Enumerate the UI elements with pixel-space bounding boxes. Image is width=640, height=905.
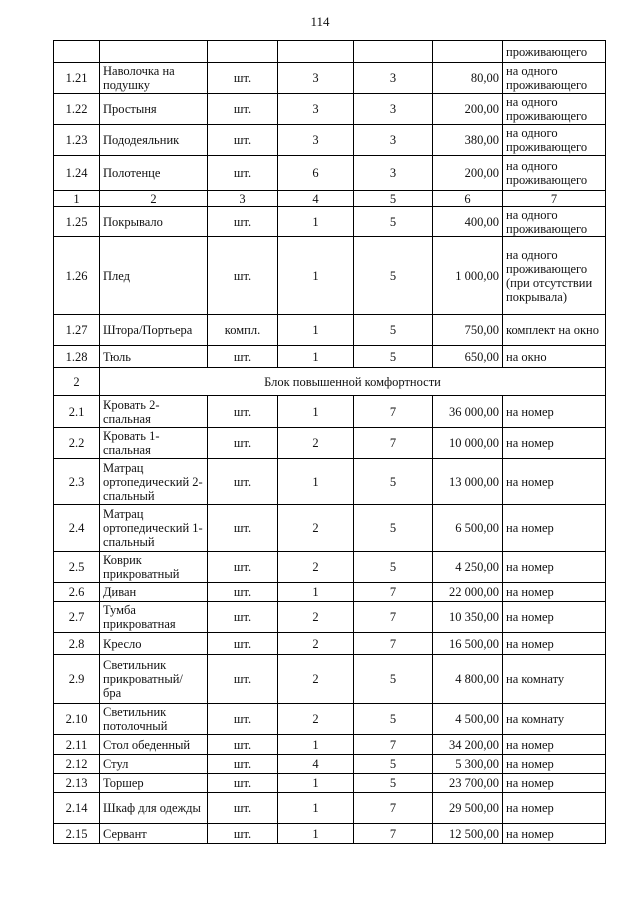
table-row — [54, 94, 606, 125]
item-name: Пододеяльник — [100, 125, 208, 156]
note: на одного проживающего — [503, 63, 606, 94]
quantity: 2 — [278, 505, 354, 552]
price: 1 000,00 — [433, 237, 503, 315]
table-row — [54, 156, 606, 191]
row-number: 2.14 — [54, 793, 100, 824]
row-number: 1.24 — [54, 156, 100, 191]
service-term: 5 — [354, 459, 433, 505]
service-term: 5 — [354, 704, 433, 735]
item-name: Кровать 1-спальная — [100, 428, 208, 459]
unit: шт. — [208, 505, 278, 552]
price: 400,00 — [433, 207, 503, 237]
unit: шт. — [208, 459, 278, 505]
price: 10 000,00 — [433, 428, 503, 459]
table-row — [54, 428, 606, 459]
row-number: 1.23 — [54, 125, 100, 156]
unit: шт. — [208, 346, 278, 368]
price: 23 700,00 — [433, 774, 503, 793]
item-name: Светильник потолочный — [100, 704, 208, 735]
table-row — [54, 396, 606, 428]
price: 4 500,00 — [433, 704, 503, 735]
quantity: 1 — [278, 207, 354, 237]
item-name: Штора/Портьера — [100, 315, 208, 346]
table-row — [54, 315, 606, 346]
service-term: 5 — [354, 774, 433, 793]
item-name: Торшер — [100, 774, 208, 793]
row-number: 1.22 — [54, 94, 100, 125]
price: 80,00 — [433, 63, 503, 94]
service-term: 3 — [354, 63, 433, 94]
price: 6 500,00 — [433, 505, 503, 552]
unit: шт. — [208, 602, 278, 633]
unit: шт. — [208, 655, 278, 704]
row-number: 1.25 — [54, 207, 100, 237]
table-row — [54, 755, 606, 774]
item-name: Плед — [100, 237, 208, 315]
quantity: 3 — [278, 63, 354, 94]
table-row — [54, 459, 606, 505]
item-name: Светильник прикроватный/ бра — [100, 655, 208, 704]
quantity: 1 — [278, 774, 354, 793]
quantity: 3 — [278, 125, 354, 156]
unit: шт. — [208, 552, 278, 583]
unit: компл. — [208, 315, 278, 346]
table-row — [54, 774, 606, 793]
service-term: 7 — [354, 583, 433, 602]
table-row — [54, 125, 606, 156]
note: на номер — [503, 396, 606, 428]
service-term: 3 — [354, 125, 433, 156]
quantity: 1 — [278, 824, 354, 844]
note: на номер — [503, 755, 606, 774]
item-name: Кровать 2-спальная — [100, 396, 208, 428]
table-row — [54, 655, 606, 704]
quantity: 2 — [278, 655, 354, 704]
note: на номер — [503, 793, 606, 824]
quantity: 1 — [278, 346, 354, 368]
service-term: 5 — [354, 346, 433, 368]
table-row — [54, 346, 606, 368]
quantity: 4 — [278, 755, 354, 774]
quantity: 1 — [278, 237, 354, 315]
service-term: 7 — [354, 602, 433, 633]
item-name: Шкаф для одежды — [100, 793, 208, 824]
unit: шт. — [208, 793, 278, 824]
price: 34 200,00 — [433, 735, 503, 755]
quantity: 2 — [278, 602, 354, 633]
note: на номер — [503, 735, 606, 755]
quantity: 1 — [278, 459, 354, 505]
unit: шт. — [208, 237, 278, 315]
quantity — [278, 41, 354, 63]
price: 16 500,00 — [433, 633, 503, 655]
quantity: 2 — [278, 552, 354, 583]
price: 380,00 — [433, 125, 503, 156]
unit: шт. — [208, 428, 278, 459]
table-row — [54, 735, 606, 755]
row-number: 2.7 — [54, 602, 100, 633]
unit: шт. — [208, 207, 278, 237]
quantity: 2 — [278, 704, 354, 735]
unit: шт. — [208, 156, 278, 191]
table-row — [54, 41, 606, 63]
row-number: 2.15 — [54, 824, 100, 844]
item-name: Сервант — [100, 824, 208, 844]
note: на номер — [503, 428, 606, 459]
row-number: 2.8 — [54, 633, 100, 655]
unit: шт. — [208, 735, 278, 755]
unit: шт. — [208, 755, 278, 774]
item-name: Тюль — [100, 346, 208, 368]
table-row — [54, 824, 606, 844]
price: 29 500,00 — [433, 793, 503, 824]
price — [433, 41, 503, 63]
row-number: 2.4 — [54, 505, 100, 552]
section-title: Блок повышенной комфортности — [100, 368, 606, 396]
note: на номер — [503, 459, 606, 505]
item-name: Тумба прикроватная — [100, 602, 208, 633]
item-name — [100, 41, 208, 63]
price: 10 350,00 — [433, 602, 503, 633]
note: на номер — [503, 583, 606, 602]
item-name: Стул — [100, 755, 208, 774]
item-name: Матрац ортопедический 2-спальный — [100, 459, 208, 505]
unit — [208, 41, 278, 63]
quantity: 1 — [278, 583, 354, 602]
row-number: 2.2 — [54, 428, 100, 459]
note: на номер — [503, 633, 606, 655]
table-row — [54, 602, 606, 633]
table-row — [54, 552, 606, 583]
item-name: Матрац ортопедический 1-спальный — [100, 505, 208, 552]
table-row — [54, 793, 606, 824]
page-number: 114 — [310, 14, 330, 29]
note: на окно — [503, 346, 606, 368]
price: 36 000,00 — [433, 396, 503, 428]
quantity: 1 — [278, 793, 354, 824]
note: на комнату — [503, 655, 606, 704]
row-number: 2.3 — [54, 459, 100, 505]
note: на номер — [503, 505, 606, 552]
section-row — [54, 368, 606, 396]
quantity: 1 — [278, 396, 354, 428]
column-number: 4 — [278, 191, 354, 207]
row-number — [54, 41, 100, 63]
service-term — [354, 41, 433, 63]
service-term: 5 — [354, 552, 433, 583]
item-name: Полотенце — [100, 156, 208, 191]
price: 650,00 — [433, 346, 503, 368]
service-term: 5 — [354, 315, 433, 346]
row-number: 1.28 — [54, 346, 100, 368]
section-number: 2 — [54, 368, 100, 396]
price: 5 300,00 — [433, 755, 503, 774]
note: проживающего — [503, 41, 606, 63]
price: 4 800,00 — [433, 655, 503, 704]
table-row — [54, 583, 606, 602]
unit: шт. — [208, 125, 278, 156]
norms-table — [53, 40, 606, 844]
item-name: Покрывало — [100, 207, 208, 237]
item-name: Стол обеденный — [100, 735, 208, 755]
service-term: 7 — [354, 633, 433, 655]
row-number: 1.21 — [54, 63, 100, 94]
row-number: 2.6 — [54, 583, 100, 602]
row-number: 2.11 — [54, 735, 100, 755]
quantity: 1 — [278, 735, 354, 755]
unit: шт. — [208, 774, 278, 793]
item-name: Простыня — [100, 94, 208, 125]
quantity: 3 — [278, 94, 354, 125]
price: 12 500,00 — [433, 824, 503, 844]
quantity: 2 — [278, 428, 354, 459]
item-name: Диван — [100, 583, 208, 602]
item-name: Наволочка на подушку — [100, 63, 208, 94]
service-term: 5 — [354, 655, 433, 704]
row-number: 2.13 — [54, 774, 100, 793]
service-term: 3 — [354, 94, 433, 125]
note: на номер — [503, 774, 606, 793]
price: 200,00 — [433, 156, 503, 191]
table-row — [54, 237, 606, 315]
row-number: 2.5 — [54, 552, 100, 583]
price: 4 250,00 — [433, 552, 503, 583]
service-term: 7 — [354, 396, 433, 428]
row-number: 2.9 — [54, 655, 100, 704]
table-row — [54, 207, 606, 237]
unit: шт. — [208, 396, 278, 428]
service-term: 5 — [354, 505, 433, 552]
column-number: 7 — [503, 191, 606, 207]
unit: шт. — [208, 633, 278, 655]
note: на одного проживающего (при отсутствии покрывала) — [503, 237, 606, 315]
quantity: 6 — [278, 156, 354, 191]
row-number: 2.10 — [54, 704, 100, 735]
item-name: Кресло — [100, 633, 208, 655]
unit: шт. — [208, 94, 278, 125]
note: на одного проживающего — [503, 207, 606, 237]
row-number: 1.27 — [54, 315, 100, 346]
row-number: 2.12 — [54, 755, 100, 774]
service-term: 5 — [354, 237, 433, 315]
unit: шт. — [208, 704, 278, 735]
price: 750,00 — [433, 315, 503, 346]
service-term: 5 — [354, 755, 433, 774]
note: на номер — [503, 552, 606, 583]
column-number: 2 — [100, 191, 208, 207]
service-term: 7 — [354, 824, 433, 844]
table-row — [54, 505, 606, 552]
unit: шт. — [208, 63, 278, 94]
note: на одного проживающего — [503, 94, 606, 125]
column-number: 3 — [208, 191, 278, 207]
price: 200,00 — [433, 94, 503, 125]
note: на комнату — [503, 704, 606, 735]
column-number: 1 — [54, 191, 100, 207]
table-row — [54, 633, 606, 655]
item-name: Коврик прикроватный — [100, 552, 208, 583]
table-row — [54, 704, 606, 735]
unit: шт. — [208, 824, 278, 844]
column-number: 6 — [433, 191, 503, 207]
service-term: 7 — [354, 735, 433, 755]
service-term: 5 — [354, 207, 433, 237]
column-number-row — [54, 191, 606, 207]
column-number: 5 — [354, 191, 433, 207]
price: 13 000,00 — [433, 459, 503, 505]
row-number: 2.1 — [54, 396, 100, 428]
quantity: 2 — [278, 633, 354, 655]
note: на одного проживающего — [503, 156, 606, 191]
service-term: 7 — [354, 428, 433, 459]
unit: шт. — [208, 583, 278, 602]
note: на номер — [503, 824, 606, 844]
quantity: 1 — [278, 315, 354, 346]
note: на номер — [503, 602, 606, 633]
row-number: 1.26 — [54, 237, 100, 315]
price: 22 000,00 — [433, 583, 503, 602]
service-term: 7 — [354, 793, 433, 824]
note: на одного проживающего — [503, 125, 606, 156]
service-term: 3 — [354, 156, 433, 191]
table-row — [54, 63, 606, 94]
note: комплект на окно — [503, 315, 606, 346]
